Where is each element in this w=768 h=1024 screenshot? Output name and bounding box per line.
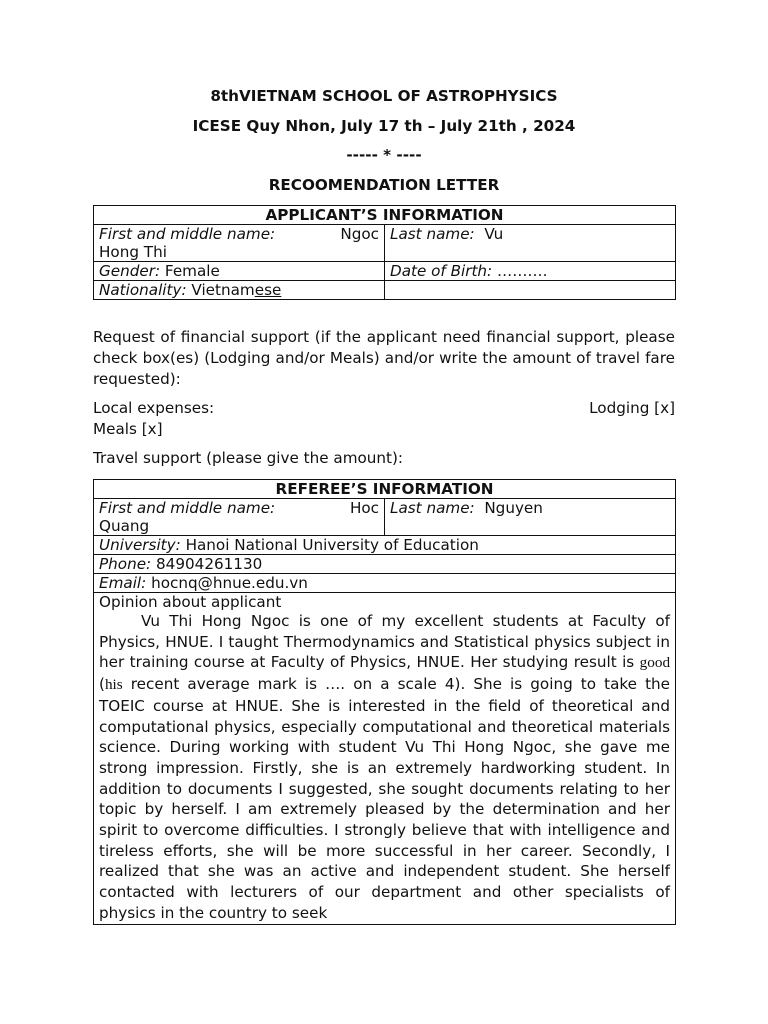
applicant-last-name-value: Vu [484,225,504,243]
applicant-first-name-label: First and middle name: [99,225,276,243]
referee-phone-cell [94,555,676,574]
lodging-checkbox-text: Lodging [x] [589,399,675,417]
opinion-his: his [104,676,123,694]
travel-support-text: Travel support (please give the amount): [93,449,404,467]
applicant-nationality-value-a: Vietnam [191,281,255,299]
separator: ----- * ---- [346,146,422,164]
venue-line: ICESE Quy Nhon, July 17 th – July 21th , 2024 [192,117,576,135]
school-title: 8thVIETNAM SCHOOL OF ASTROPHYSICS [210,87,558,105]
local-expenses-label: Local expenses: [93,399,215,417]
opinion-part-2: recent average mark is …. on a scale 4). She is going to take the TOEIC course at HNUE. She is interested in the field of theoretical and computational physics, especially computational and theoretical materials science. During working with student Vu Thi Hong Ngoc, she gave me strong impression. Firstly, she is an extremely hardworking student. In addition to documents I suggested, she sought documents relating to her topic by herself. I am extremely pleased by the determination and her spirit to overcome difficulties. I strongly believe that with intelligence and tireless efforts, she will be more successful in her career. Secondly, I realized that she was an active and independent student. She herself contacted with lecturers of our department and other specialists of physics in the country to seek [99,675,671,922]
applicant-gender-value: Female [164,262,220,280]
applicant-dob-cell [385,262,676,281]
referee-first-name-value-2: Quang [99,517,150,535]
applicant-empty-cell [385,281,676,300]
referee-last-name-value: Nguyen [484,499,543,517]
applicant-dob-value: ………. [497,262,548,280]
referee-phone-value: 84904261130 [156,555,263,573]
applicant-nationality-label: Nationality: [99,281,187,299]
referee-first-name-label: First and middle name: [99,499,276,517]
applicant-nationality-cell [94,281,385,300]
applicant-gender-label: Gender: [99,262,161,280]
referee-last-name-cell [385,499,676,536]
applicant-nationality-value-b: ese [254,281,282,299]
referee-table [93,479,676,925]
applicant-gender-cell [94,262,385,281]
referee-university-label: University: [99,536,181,554]
opinion-body [99,611,670,924]
referee-email-value: hocnq@hnue.edu.vn [151,574,308,592]
meals-checkbox-text: Meals [x] [93,420,163,438]
referee-opinion-cell [94,593,676,925]
applicant-dob-label: Date of Birth: [390,262,493,280]
referee-email-cell [94,574,676,593]
referee-section-title: REFEREE’S INFORMATION [94,480,676,499]
opinion-open-paren: ( [99,675,105,694]
applicant-first-name-value-2: Hong Thi [99,243,167,261]
referee-last-name-label: Last name: [390,499,475,517]
letter-title: RECOOMENDATION LETTER [268,176,500,194]
applicant-last-name-cell [385,225,676,262]
local-expenses-row [93,398,675,440]
referee-university-value: Hanoi National University of Education [185,536,479,554]
financial-request-text: Request of financial support (if the applicant need financial support, please check box(es) (Lodging and/or Meals) and/or write the amount of travel fare requested): [93,328,675,388]
applicant-first-name-cell [94,225,385,262]
applicant-last-name-label: Last name: [390,225,475,243]
referee-phone-label: Phone: [99,555,152,573]
applicant-first-name-value-1: Ngoc [340,225,379,243]
referee-first-name-cell [94,499,385,536]
applicant-section-title: APPLICANT’S INFORMATION [94,206,676,225]
applicant-table [93,205,676,300]
opinion-part-1: Vu Thi Hong Ngoc is one of my excellent students at Faculty of Physics, HNUE. I taught Thermodynamics and Statistical physics subject in her training course at Faculty of Physics, HNUE. Her studying result is [99,612,671,672]
referee-university-cell [94,536,676,555]
referee-first-name-value-1: Hoc [349,499,379,517]
opinion-title: Opinion about applicant [99,593,282,611]
opinion-good: good [639,654,671,672]
referee-email-label: Email: [99,574,147,592]
